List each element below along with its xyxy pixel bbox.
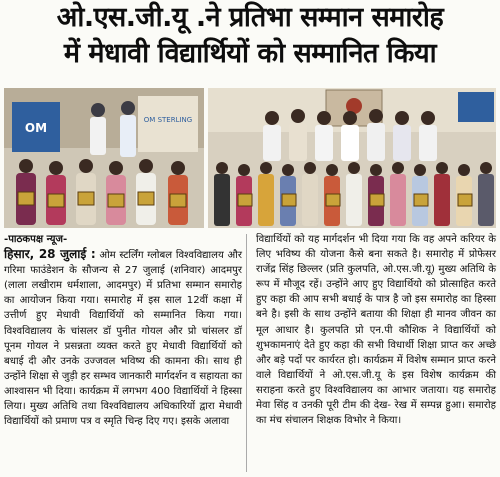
photo-right — [208, 88, 496, 228]
photo-left — [4, 88, 204, 228]
photo-right-scene — [208, 88, 496, 228]
article-dateline: हिसार, 28 जुलाई : — [4, 247, 96, 262]
headline-line-1: ओ.एस.जी.यू .ने प्रतिभा सम्मान समारोह — [56, 2, 444, 33]
article-byline: -पाठकपक्ष न्यूज- — [4, 234, 68, 245]
photo-strip — [4, 88, 496, 228]
photo-left-scene — [4, 88, 204, 228]
banner-right — [138, 96, 198, 152]
article-text-left: ओम स्टर्लिंग ग्लोबल विश्वविद्यालय और गरिमा फाउंडेशन के सौजन्य से 27 जुलाई (शनिवार) आदमपुर (लाला लखीराम धर्मशाला, आदमपुर) में प्रतिभा सम्मान समारोह का आयोजन किया गया। समारोह में इस साल 12वीं कक्षा में उत्तीर्ण हुए मेधावी विद्यार्थियों को सम्मानित किया गया। विश्वविद्यालय के चांसलर डॉ पुनीत गोयल और प्रो चांसलर डॉ पूनम गोयल ने प्रसन्नता व्यक्त करते हुए मेधावी विद्यार्थियों को बधाई दी और उनके उज्जवल भविष्य की कामना की। साथ ही उन्होंने शिक्षा से जुड़ी हर सम्भव जानकारी मार्गदर्शन व सहायता का आश्वासन भी दिया। कार्यक्रम में लगभग 400 विद्यार्थियों ने हिस्सा लिया। मुख्य अतिथि तथा विश्वविद्यालय अधिकारियों द्वारा मेधावी विद्यार्थियों को प्रमाण पत्र व स्मृति चिन्ह दिए गए। इसके अलावा — [4, 250, 242, 428]
article-column-right — [256, 232, 496, 428]
article-text-right: विद्यार्थियों को यह मार्गदर्शन भी दिया गया कि वह अपने करियर के लिए भविष्य की योजना कैसे बना सकते है। समारोह में प्रोफेसर राजेंद्र सिंह छिल्लर (प्रति कुलपति, ओ.एस.जी.यू) मुख्य अतिथि के रूप में मौजूद रहें। उन्होंने आए हुए विद्यार्थियो को प्रोत्साहित करते हुए कहा की आप सभी बधाई के पात्र है जो इस समारोह का हिस्सा बने है। इसी के साथ उन्होंने बताया की शिक्षा ही मानव जीवन का मूल आधार है। कुलपति प्रो एन.पी कौशिक ने विद्यार्थियों को शुभकामनाएं देते हुए कहा की सभी विधार्थी शिक्षा प्राप्त कर अच्छे और बड़े पदों पर कार्यरत हो। कार्यक्रम में विशेष सम्मान प्राप्त करने वाले विद्यार्थियों ने ओ.एस.जी.यू के इस विशेष कार्यक्रम की सराहना करते हुए विश्वविद्यालय का आभार जताया। यह समारोह मेवा सिंह व उनकी पूरी टीम की देख- रेख में सम्पन्न हुआ। समारोह का मंच संचालन शिक्षक विभोर ने किया। — [256, 234, 496, 427]
headline — [0, 0, 500, 82]
article-paragraph-left — [4, 247, 242, 429]
article-column-left — [4, 232, 242, 429]
headline-line-2: में मेधावी विद्यार्थियों को सम्मानित किया — [63, 38, 437, 69]
banner-left-label: OM — [24, 121, 48, 135]
banner-right-label: OM STERLING — [143, 116, 193, 124]
article-body — [4, 232, 496, 474]
